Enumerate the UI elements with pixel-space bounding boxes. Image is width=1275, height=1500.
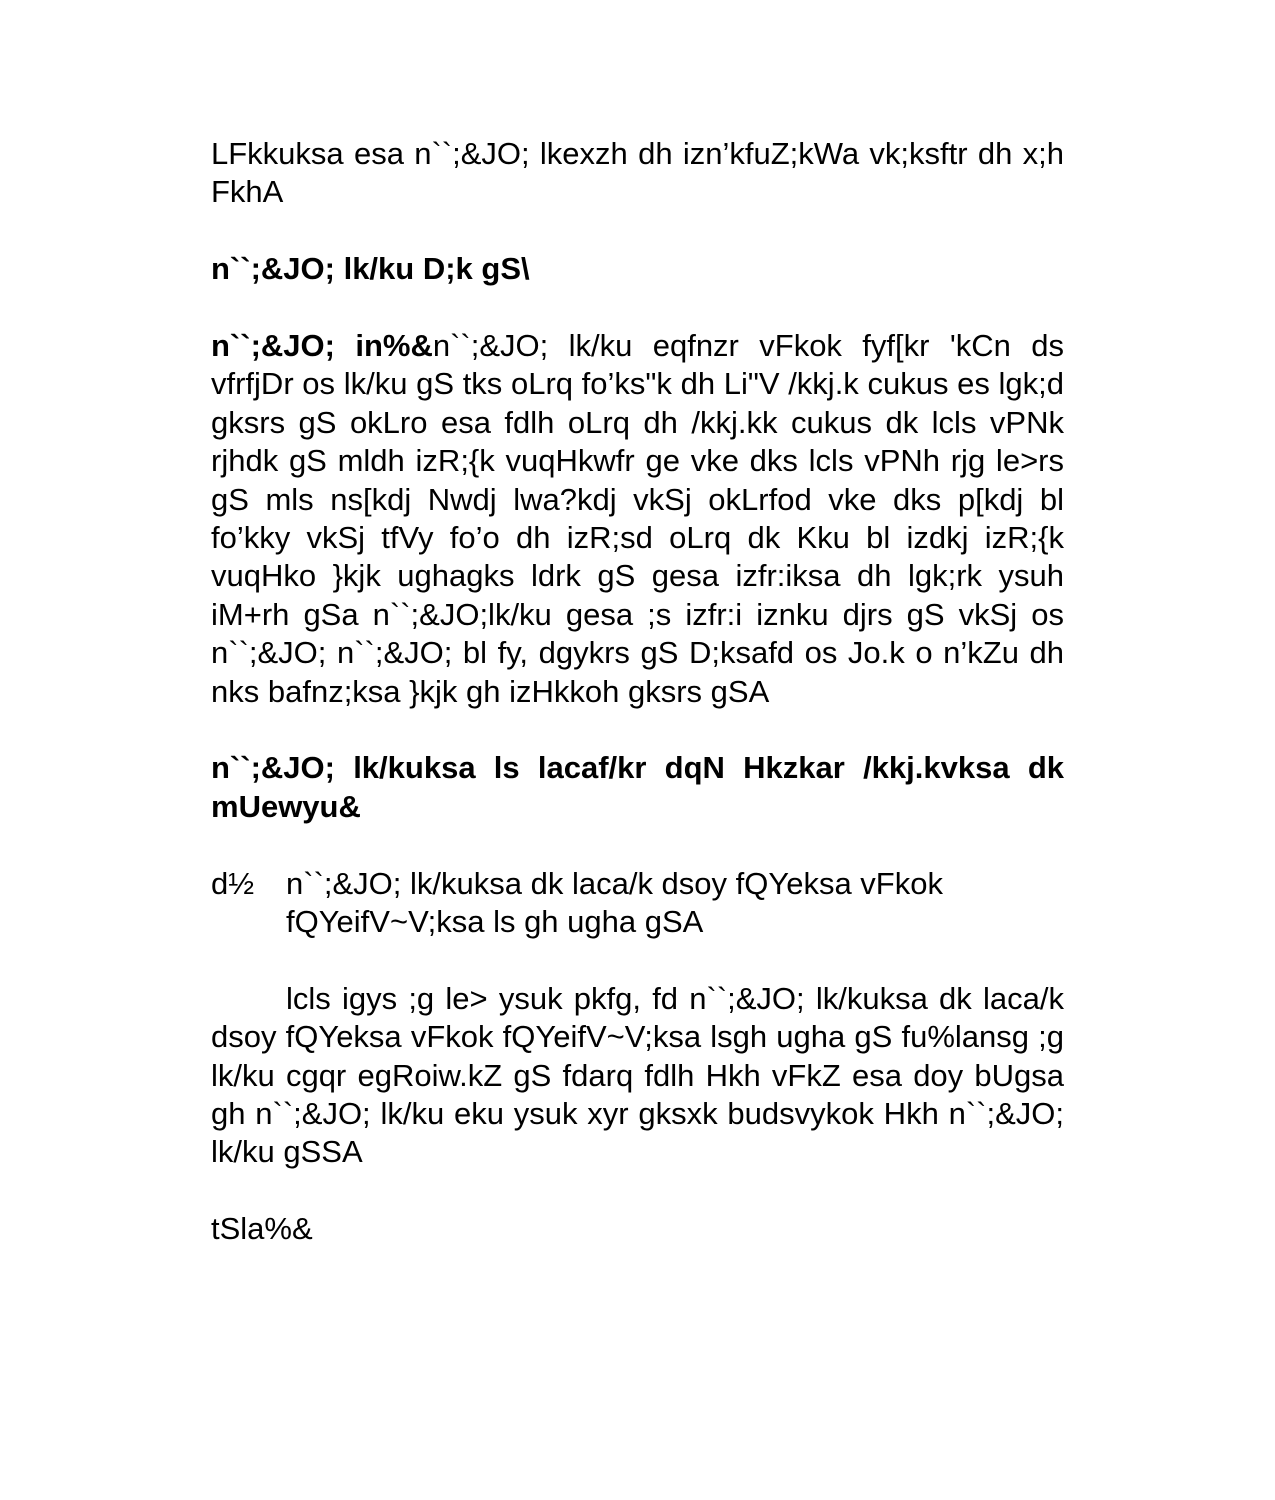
intro-paragraph: LFkkuksa esa n``;&JO; lkexzh dh izn’kfuZ;kWa vk;ksftr dh x;h FkhA xyxy=(211,136,1064,210)
list-item-1 xyxy=(211,865,1064,942)
paragraph-lead: n``;&JO; in%& xyxy=(211,328,433,363)
paragraph-body: n``;&JO; lk/ku eqfnzr vFkok fyf[kr 'kCn ds vfrfjDr os lk/ku gS tks oLrq fo’ks"k dh Li"V /kkj.k cukus es lgk;d gksrs gS okLro esa fdlh oLrq dh /kkj.kk cukus dk lcls vPNk rjhdk gS mldh izR;{k vuqHkwfr ge vke dks lcls vPNh rjg le>rs gS mls ns[kdj Nwdj lwa?kdj vkSj okLrfod vke dks p[kdj bl fo’kky vkSj tfVy fo’o dh izR;sd oLrq dk Kku bl izdkj izR;{k vuqHko }kjk ughagks ldrk gS gesa izfr:iksa dh lgk;rk ysuh iM+rh gSa n``;&JO;lk/ku gesa ;s izfr:i iznku djrs gS vkSj os n``;&JO; n``;&JO; bl fy, dgykrs gS D;ksafd os Jo.k o n’kZu dh nks bafnz;ksa }kjk gh izHkkoh gksrs gSA xyxy=(211,328,1064,709)
section-heading-2: n``;&JO; lk/kuksa ls lacaf/kr dqN Hkzkar /kkj.kvksa dk mUewyu& xyxy=(211,750,1064,824)
list-item-text: n``;&JO; lk/kuksa dk laca/k dsoy fQYeksa vFkok fQYeifV~V;ksa ls gh ugha gSA xyxy=(286,865,943,940)
body-paragraph-2: lcls igys ;g le> ysuk pkfg, fd n``;&JO; lk/kuksa dk laca/k dsoy fQYeksa vFkok fQYeifV~V;ksa lsgh ugha gS fu%lansg ;g lk/ku cgqr egRoiw.kZ gS fdarq fdlh Hkh vFkZ esa doy bUgsa gh n``;&JO; lk/ku eku ysuk xyr gksxk budsvykok Hkh n``;&JO; lk/ku gSSA xyxy=(211,980,1064,1170)
list-item-marker: d½ xyxy=(211,865,255,901)
body-paragraph-1 xyxy=(211,327,1064,711)
document-page xyxy=(211,135,1064,1287)
closing-line: tSla%& xyxy=(211,1211,313,1247)
section-heading-1: n``;&JO; lk/ku D;k gS\ xyxy=(211,251,530,287)
